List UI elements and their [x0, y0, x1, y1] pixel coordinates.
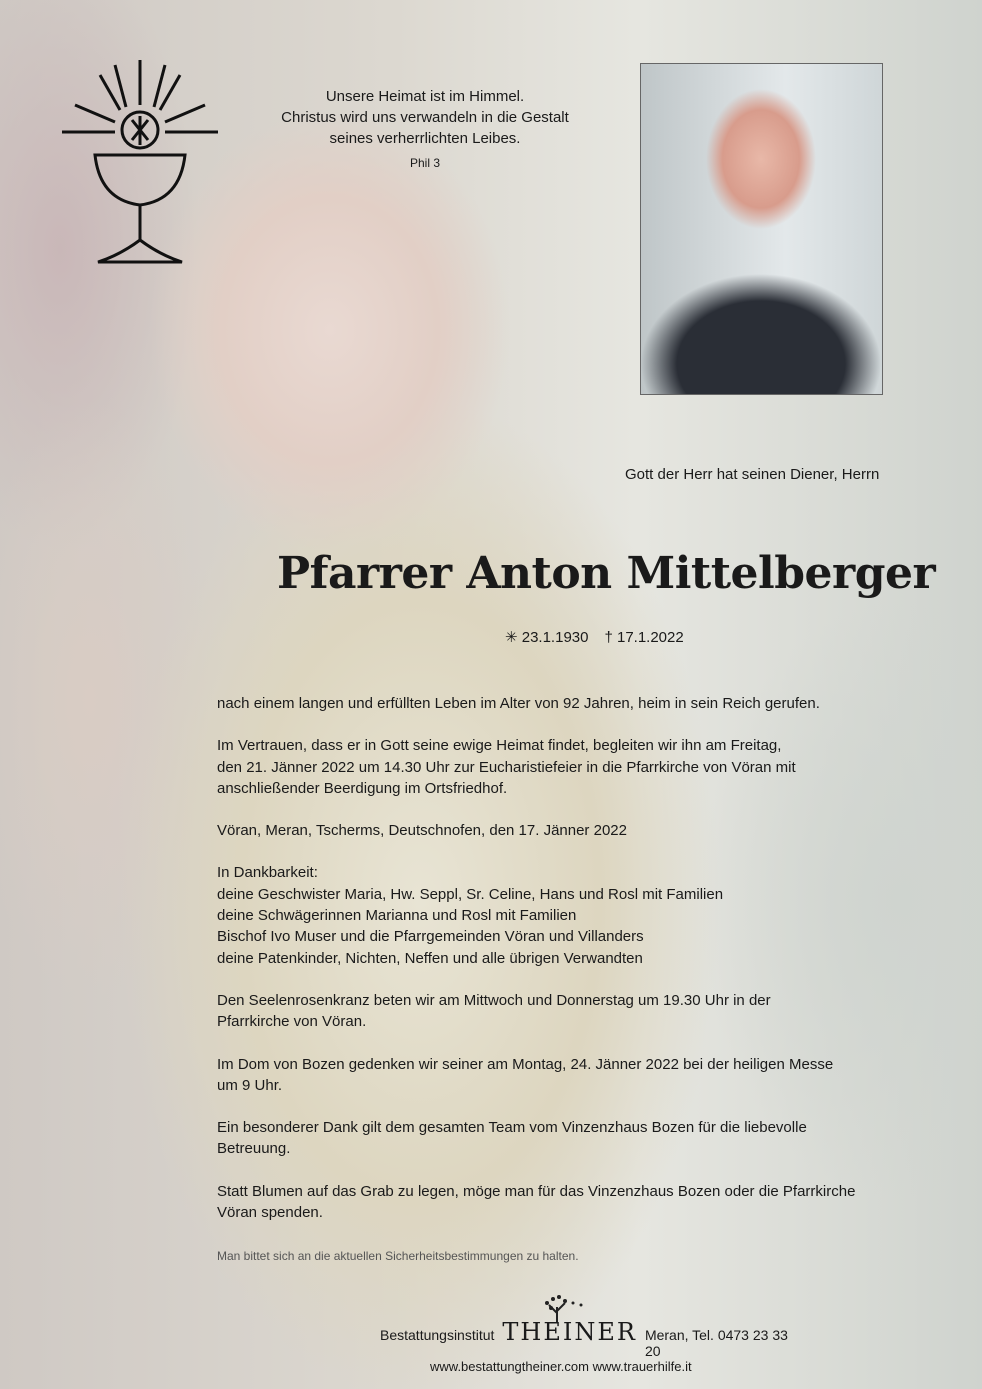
birth-date: ✳ 23.1.1930 — [505, 629, 589, 646]
quote-line: Unsere Heimat ist im Himmel. — [325, 88, 525, 105]
quote-reference: Phil 3 — [409, 156, 441, 170]
notice-body — [217, 693, 917, 1244]
notice-paragraph — [217, 990, 917, 1033]
portrait-photo — [640, 63, 883, 395]
chalice-icon — [60, 50, 220, 270]
notice-paragraph — [217, 693, 917, 714]
safety-note: Man bittet sich an die aktuellen Sicherheitsbestimmungen zu halten. — [217, 1249, 579, 1263]
notice-line: deine Patenkinder, Nichten, Neffen und alle übrigen Verwandten — [217, 949, 643, 967]
notice-paragraph — [217, 862, 917, 968]
notice-line: anschließender Beerdigung im Ortsfriedhof. — [217, 779, 508, 797]
notice-line: Den Seelenrosenkranz beten wir am Mittwoch und Donnerstag um 19.30 Uhr in der — [217, 991, 771, 1009]
death-date: † 17.1.2022 — [604, 629, 684, 646]
notice-paragraph — [217, 1117, 917, 1160]
funeral-home-logo: THEINER — [502, 1318, 637, 1346]
bible-quote — [240, 86, 610, 174]
notice-line: Ein besonderer Dank gilt dem gesamten Team vom Vinzenzhaus Bozen für die liebevolle — [217, 1119, 807, 1137]
quote-line: seines verherrlichten Leibes. — [329, 130, 521, 147]
notice-line: Vöran, Meran, Tscherms, Deutschnofen, den 17. Jänner 2022 — [217, 822, 627, 840]
notice-line: deine Schwägerinnen Marianna und Rosl mit Familien — [217, 907, 577, 925]
life-dates — [505, 628, 700, 646]
notice-line: Im Dom von Bozen gedenken wir seiner am Montag, 24. Jänner 2022 bei der heiligen Messe — [217, 1055, 834, 1073]
notice-line: Vöran spenden. — [217, 1204, 323, 1222]
notice-paragraph — [217, 1054, 917, 1097]
notice-line: deine Geschwister Maria, Hw. Seppl, Sr. Celine, Hans und Rosl mit Familien — [217, 885, 724, 903]
notice-line: nach einem langen und erfüllten Leben im Alter von 92 Jahren, heim in sein Reich gerufen. — [217, 695, 820, 712]
notice-line: Betreuung. — [217, 1140, 291, 1158]
notice-line: In Dankbarkeit: — [217, 864, 318, 882]
footer-contact: Meran, Tel. 0473 23 33 20 — [644, 1327, 788, 1359]
footer-prefix: Bestattungsinstitut — [380, 1327, 495, 1343]
notice-line: Bischof Ivo Muser und die Pfarrgemeinden Vöran und Villanders — [217, 928, 644, 946]
notice-paragraph — [217, 735, 917, 799]
notice-line: Pfarrkirche von Vöran. — [217, 1013, 367, 1031]
notice-line: den 21. Jänner 2022 um 14.30 Uhr zur Eucharistiefeier in die Pfarrkirche von Vöran mit — [217, 758, 796, 776]
notice-paragraph — [217, 820, 917, 841]
quote-line: Christus wird uns verwandeln in die Gestalt — [281, 109, 569, 126]
notice-paragraph — [217, 1181, 917, 1224]
deceased-name: Pfarrer Anton Mittelberger — [277, 548, 936, 599]
notice-line: Statt Blumen auf das Grab zu legen, möge man für das Vinzenzhaus Bozen oder die Pfarrkirche — [217, 1182, 856, 1200]
funeral-home-footer — [380, 1318, 800, 1374]
intro-text: Gott der Herr hat seinen Diener, Herrn — [625, 466, 880, 483]
notice-line: Im Vertrauen, dass er in Gott seine ewige Heimat findet, begleiten wir ihn am Freitag, — [217, 737, 782, 755]
footer-websites[interactable]: www.bestattungtheiner.com www.trauerhilfe.it — [430, 1359, 692, 1374]
notice-line: um 9 Uhr. — [217, 1076, 283, 1094]
